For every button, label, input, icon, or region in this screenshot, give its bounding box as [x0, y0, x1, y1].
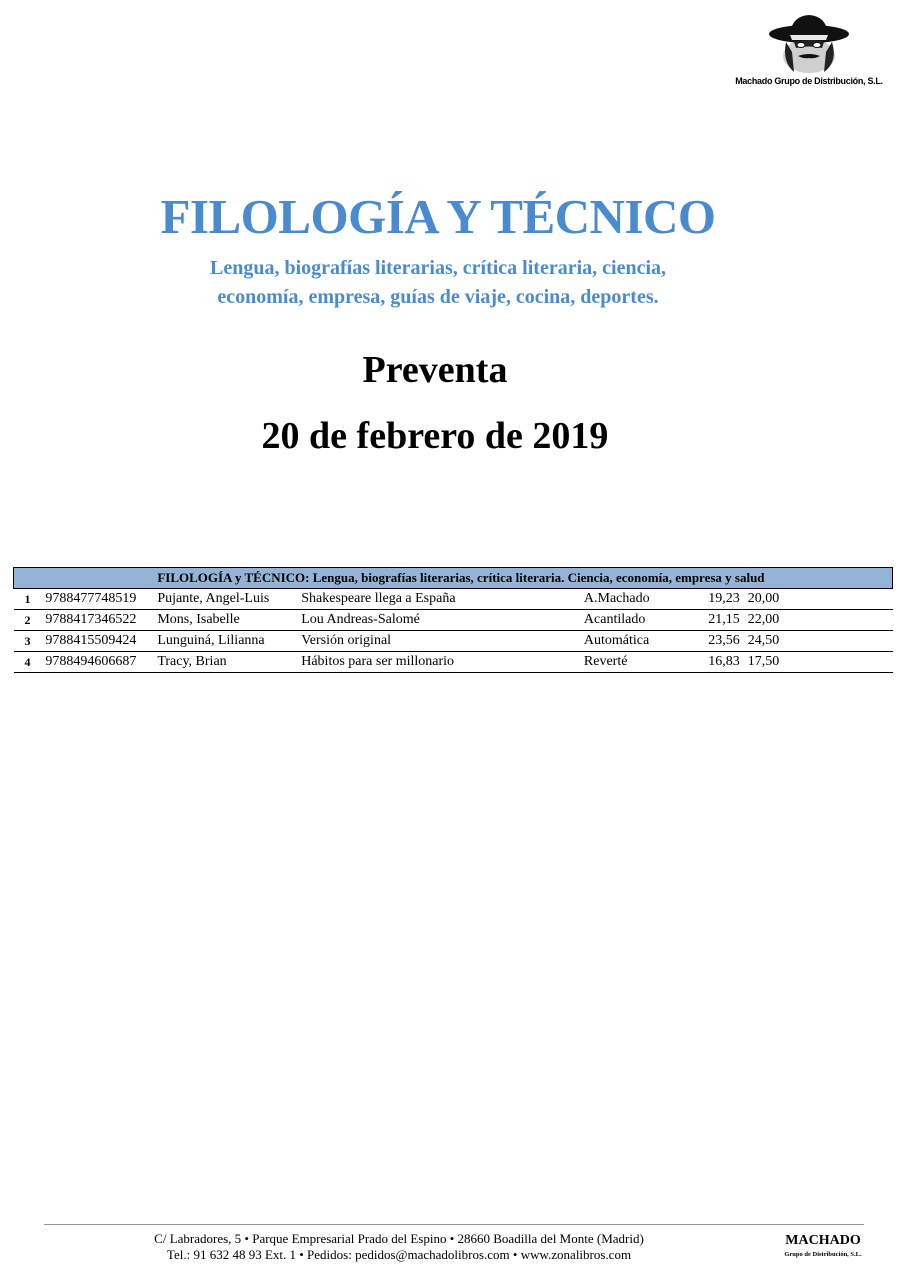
row-number: 1	[14, 589, 42, 610]
publisher-cell: Automática	[580, 631, 688, 652]
table-row	[14, 610, 893, 631]
book-list-table	[13, 567, 893, 673]
row-number: 4	[14, 652, 42, 673]
footer-brand: MACHADO	[785, 1233, 861, 1248]
table-row	[14, 631, 893, 652]
price-before-tax-cell: 16,83	[688, 652, 744, 673]
footer-brand-subtitle: Grupo de Distribución, S.L.	[784, 1251, 862, 1258]
table-row	[14, 652, 893, 673]
price-before-tax-cell: 19,23	[688, 589, 744, 610]
title-cell: Hábitos para ser millonario	[297, 652, 580, 673]
title-cell: Shakespeare llega a España	[297, 589, 580, 610]
title-cell: Versión original	[297, 631, 580, 652]
price-before-tax-cell: 23,56	[688, 631, 744, 652]
footer-divider	[44, 1224, 864, 1225]
publisher-cell: A.Machado	[580, 589, 688, 610]
isbn-cell: 9788415509424	[41, 631, 153, 652]
price-before-tax-cell: 21,15	[688, 610, 744, 631]
price-cell: 20,00	[744, 589, 893, 610]
isbn-cell: 9788417346522	[41, 610, 153, 631]
table-header-label: FILOLOGÍA y TÉCNICO: Lengua, biografías literarias, crítica literaria. Ciencia, economía, empresa y salud	[153, 568, 892, 589]
author-cell: Pujante, Angel-Luis	[153, 589, 297, 610]
table-header-row	[14, 568, 893, 589]
isbn-cell: 9788477748519	[41, 589, 153, 610]
publisher-cell: Reverté	[580, 652, 688, 673]
price-cell: 22,00	[744, 610, 893, 631]
author-cell: Tracy, Brian	[153, 652, 297, 673]
price-cell: 24,50	[744, 631, 893, 652]
isbn-cell: 9788494606687	[41, 652, 153, 673]
table-row	[14, 589, 893, 610]
row-number: 2	[14, 610, 42, 631]
logo-company-name: Machado Grupo de Distribución, S.L.	[735, 76, 883, 86]
subtitle-line-2: economía, empresa, guías de viaje, cocina, deportes.	[217, 286, 659, 308]
company-logo	[734, 10, 884, 95]
footer-address: C/ Labradores, 5 • Parque Empresarial Prado del Espino • 28660 Boadilla del Monte (Madrid)	[154, 1231, 644, 1246]
row-number: 3	[14, 631, 42, 652]
author-cell: Lunguiná, Lilianna	[153, 631, 297, 652]
title-cell: Lou Andreas-Salomé	[297, 610, 580, 631]
subtitle-line-1: Lengua, biografías literarias, crítica literaria, ciencia,	[210, 257, 666, 279]
footer-contact: Tel.: 91 632 48 93 Ext. 1 • Pedidos: pedidos@machadolibros.com • www.zonalibros.com	[166, 1247, 632, 1262]
price-cell: 17,50	[744, 652, 893, 673]
author-cell: Mons, Isabelle	[153, 610, 297, 631]
event-date: 20 de febrero de 2019	[261, 415, 609, 457]
page-title: FILOLOGÍA Y TÉCNICO	[160, 189, 716, 244]
publisher-cell: Acantilado	[580, 610, 688, 631]
man-with-hat-icon	[764, 12, 854, 76]
event-label: Preventa	[362, 349, 508, 391]
